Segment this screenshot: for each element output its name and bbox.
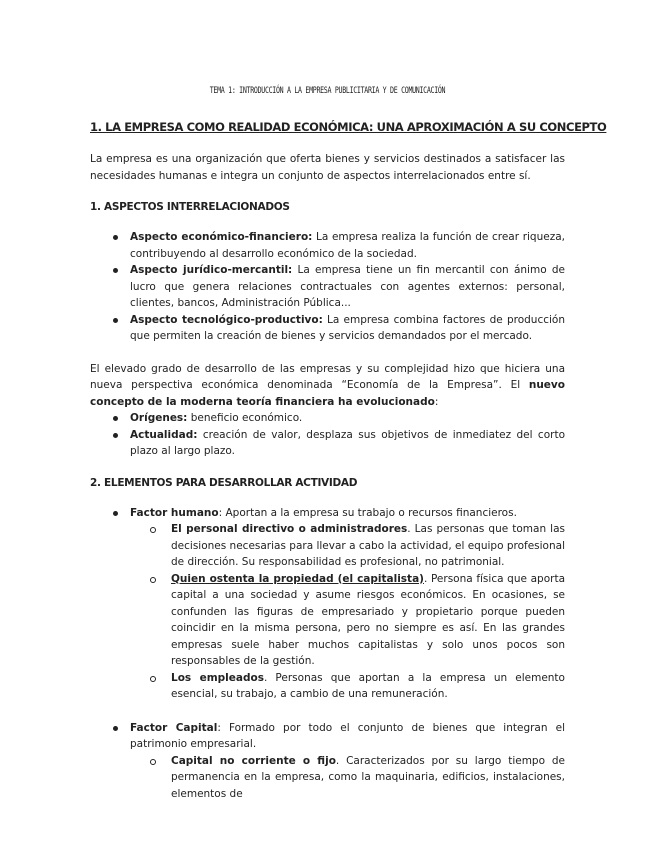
section-1-title: 1. LA EMPRESA COMO REALIDAD ECONÓMICA: UNA APROXIMACIÓN A SU CONCEPTO: [90, 120, 607, 134]
list-item-factor-humano: Factor humano: Aportan a la empresa su trabajo o recursos financieros.: [90, 505, 565, 522]
sub-list-item: Los empleados. Personas que aportan a la empresa un elemento esencial, su trabajo, a cambio de una remuneración.: [90, 670, 565, 703]
list-item: Aspecto económico-financiero: La empresa realiza la función de crear riqueza, contribuyendo al desarrollo económico de la sociedad.: [90, 229, 565, 262]
bullet-icon: [113, 433, 118, 438]
sub-list-item: El personal directivo o administradores. Las personas que toman las decisiones necesarias para llevar a cabo la actividad, el equipo profesional de dirección. Su responsabilidad es profesional, no patrimonial.: [90, 521, 565, 571]
aspects-list: [90, 229, 565, 345]
list-item: Actualidad: creación de valor, desplaza sus objetivos de inmediatez del corto plazo al largo plazo.: [90, 427, 565, 460]
list-item: Aspecto jurídico-mercantil: La empresa tiene un fin mercantil con ánimo de lucro que genera relaciones contractuales con agentes externos: personal, clientes, bancos, Administración Pública...: [90, 262, 565, 312]
list-item-factor-capital: Factor Capital: Formado por todo el conjunto de bienes que integran el patrimonio empresarial.: [90, 720, 565, 753]
subsection-2-title: 2. ELEMENTOS PARA DESARROLLAR ACTIVIDAD: [90, 476, 358, 489]
sub-list-item: Quien ostenta la propiedad (el capitalista). Persona física que aporta capital a una sociedad y asume riesgos económicos. En ocasiones, se confunden las figuras de empresariado y propietario porque pueden coincidir en la misma persona, pero no siempre es así. En las grandes empresas suele haber muchos capitalistas y solo unos pocos son responsables de la gestión.: [90, 571, 565, 670]
elements-list: [90, 505, 565, 703]
bullet-icon: [113, 318, 118, 323]
subsection-1-title: 1. ASPECTOS INTERRELACIONADOS: [90, 201, 290, 213]
evolution-paragraph: El elevado grado de desarrollo de las empresas y su complejidad hizo que hiciera una nueva perspectiva económica denominada “Economía de la Empresa”. El nuevo concepto de la moderna teoría financiera ha evolucionado:: [90, 362, 565, 408]
document-header: TEMA 1: INTRODUCCIÓN A LA EMPRESA PUBLICITARIA Y DE COMUNICACIÓN: [209, 86, 446, 96]
hollow-bullet-icon: [150, 577, 156, 583]
evolution-list: [90, 410, 565, 460]
list-item: Orígenes: beneficio económico.: [90, 410, 565, 427]
hollow-bullet-icon: [150, 676, 156, 682]
sub-list-item: Capital no corriente o fijo. Caracterizados por su largo tiempo de permanencia en la empresa, como la maquinaria, edificios, instalaciones, elementos de: [90, 753, 565, 803]
bullet-icon: [113, 268, 118, 273]
bullet-icon: [113, 416, 118, 421]
document-page: [90, 86, 607, 802]
bullet-icon: [113, 511, 118, 516]
list-item: Aspecto tecnológico-productivo: La empresa combina factores de producción que permiten la creación de bienes y servicios demandados por el mercado.: [90, 312, 565, 345]
bullet-icon: [113, 235, 118, 240]
bullet-icon: [113, 726, 118, 731]
hollow-bullet-icon: [150, 759, 156, 765]
capital-list: [90, 720, 565, 803]
intro-paragraph: La empresa es una organización que oferta bienes y servicios destinados a satisfacer las necesidades humanas e integra un conjunto de aspectos interrelacionados entre sí.: [90, 153, 565, 182]
hollow-bullet-icon: [150, 527, 156, 533]
